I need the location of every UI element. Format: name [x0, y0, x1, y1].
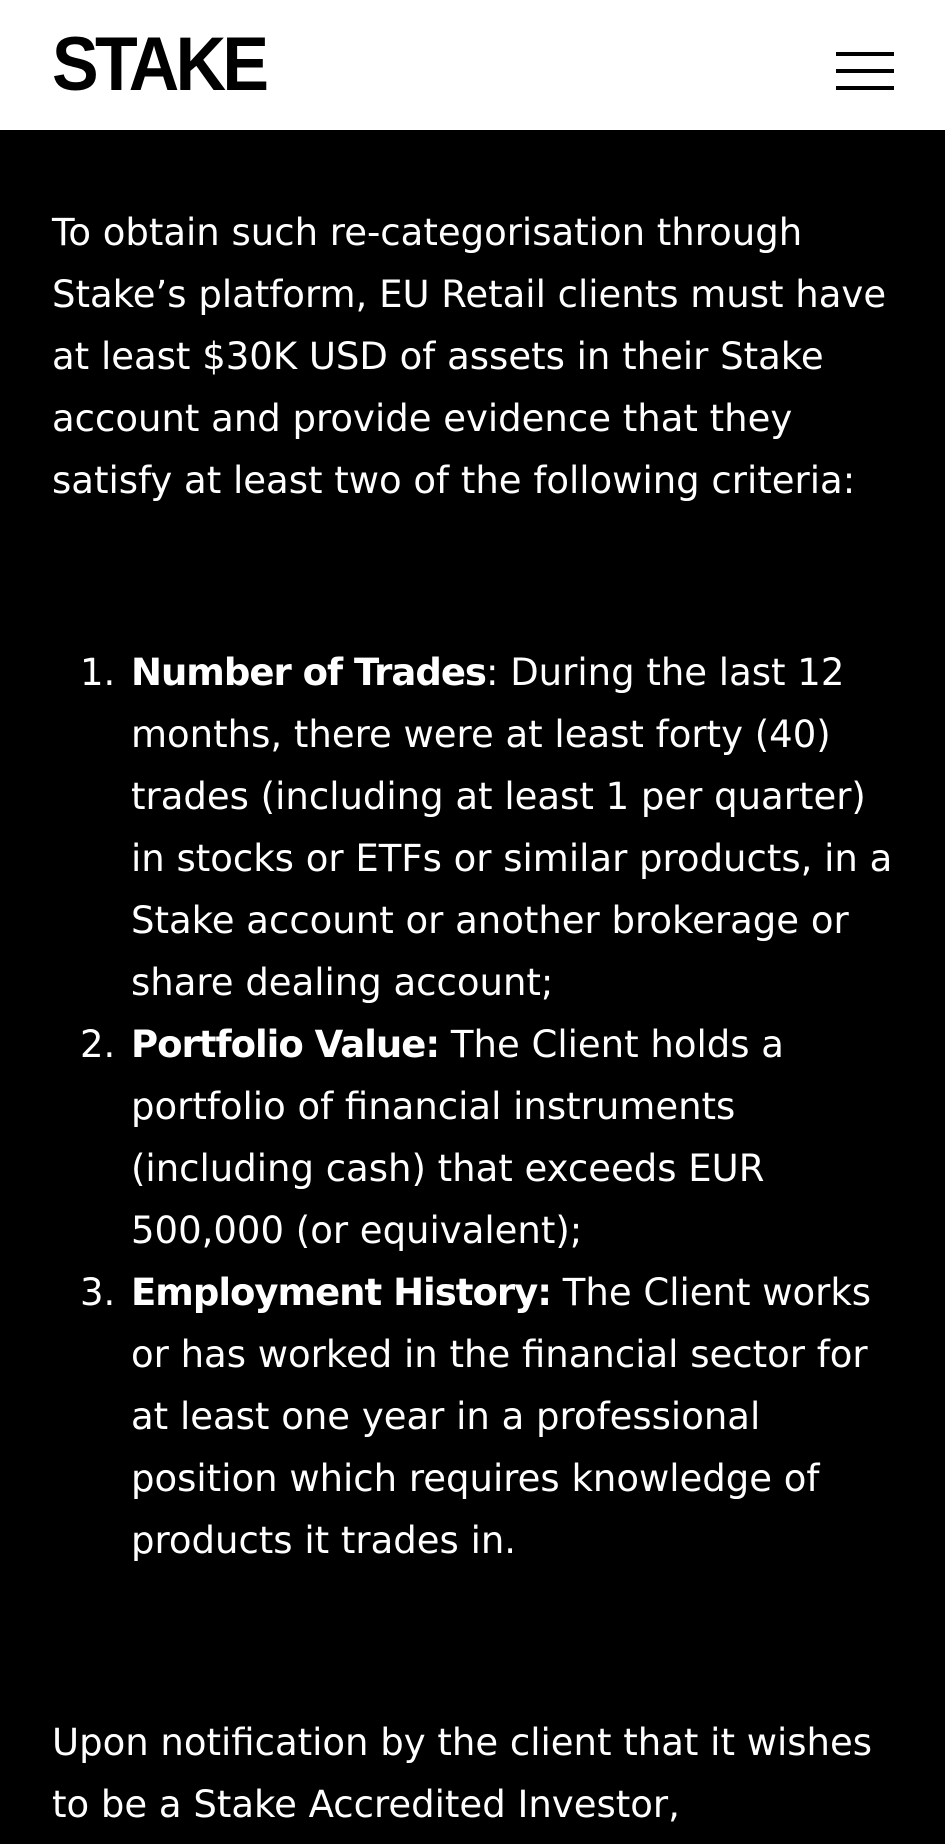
hamburger-menu-icon [836, 69, 894, 73]
criteria-text: : During the last 12 months, there were at least forty (40) trades (including at least 1 per quarter) in stocks or ETFs or similar products, in a Stake account or another brokerage or share dealing account; [131, 651, 893, 1004]
list-number: 1. [80, 651, 116, 694]
top-header [0, 0, 945, 130]
outro-paragraph: Upon notification by the client that it wishes to be a Stake Accredited Investor, [52, 1721, 873, 1826]
hamburger-menu-icon [836, 52, 894, 56]
list-number: 3. [80, 1271, 116, 1314]
criteria-item-employment-history [0, 1262, 945, 1572]
criteria-label: Portfolio Value: [131, 1023, 440, 1066]
list-number: 2. [80, 1023, 116, 1066]
article-content [0, 130, 945, 1844]
hamburger-menu-button[interactable] [836, 52, 894, 90]
hamburger-menu-icon [836, 86, 894, 90]
criteria-list [0, 642, 945, 1572]
criteria-label: Number of Trades [131, 651, 486, 694]
criteria-label: Employment History: [131, 1271, 552, 1314]
criteria-item-portfolio-value [0, 1014, 945, 1262]
criteria-item-number-of-trades [0, 642, 945, 1014]
criteria-text: The Client works or has worked in the financial sector for at least one year in a professional position which requires knowledge of products it trades in. [131, 1271, 872, 1562]
criteria-text: The Client holds a portfolio of financial instruments (including cash) that exceeds EUR 500,000 (or equivalent); [131, 1023, 784, 1252]
stake-logo[interactable]: STAKE [52, 22, 266, 107]
intro-paragraph: To obtain such re-categorisation through Stake’s platform, EU Retail clients must have at least $30K USD of assets in their Stake account and provide evidence that they satisfy at least two of the following criteria: [52, 211, 887, 502]
